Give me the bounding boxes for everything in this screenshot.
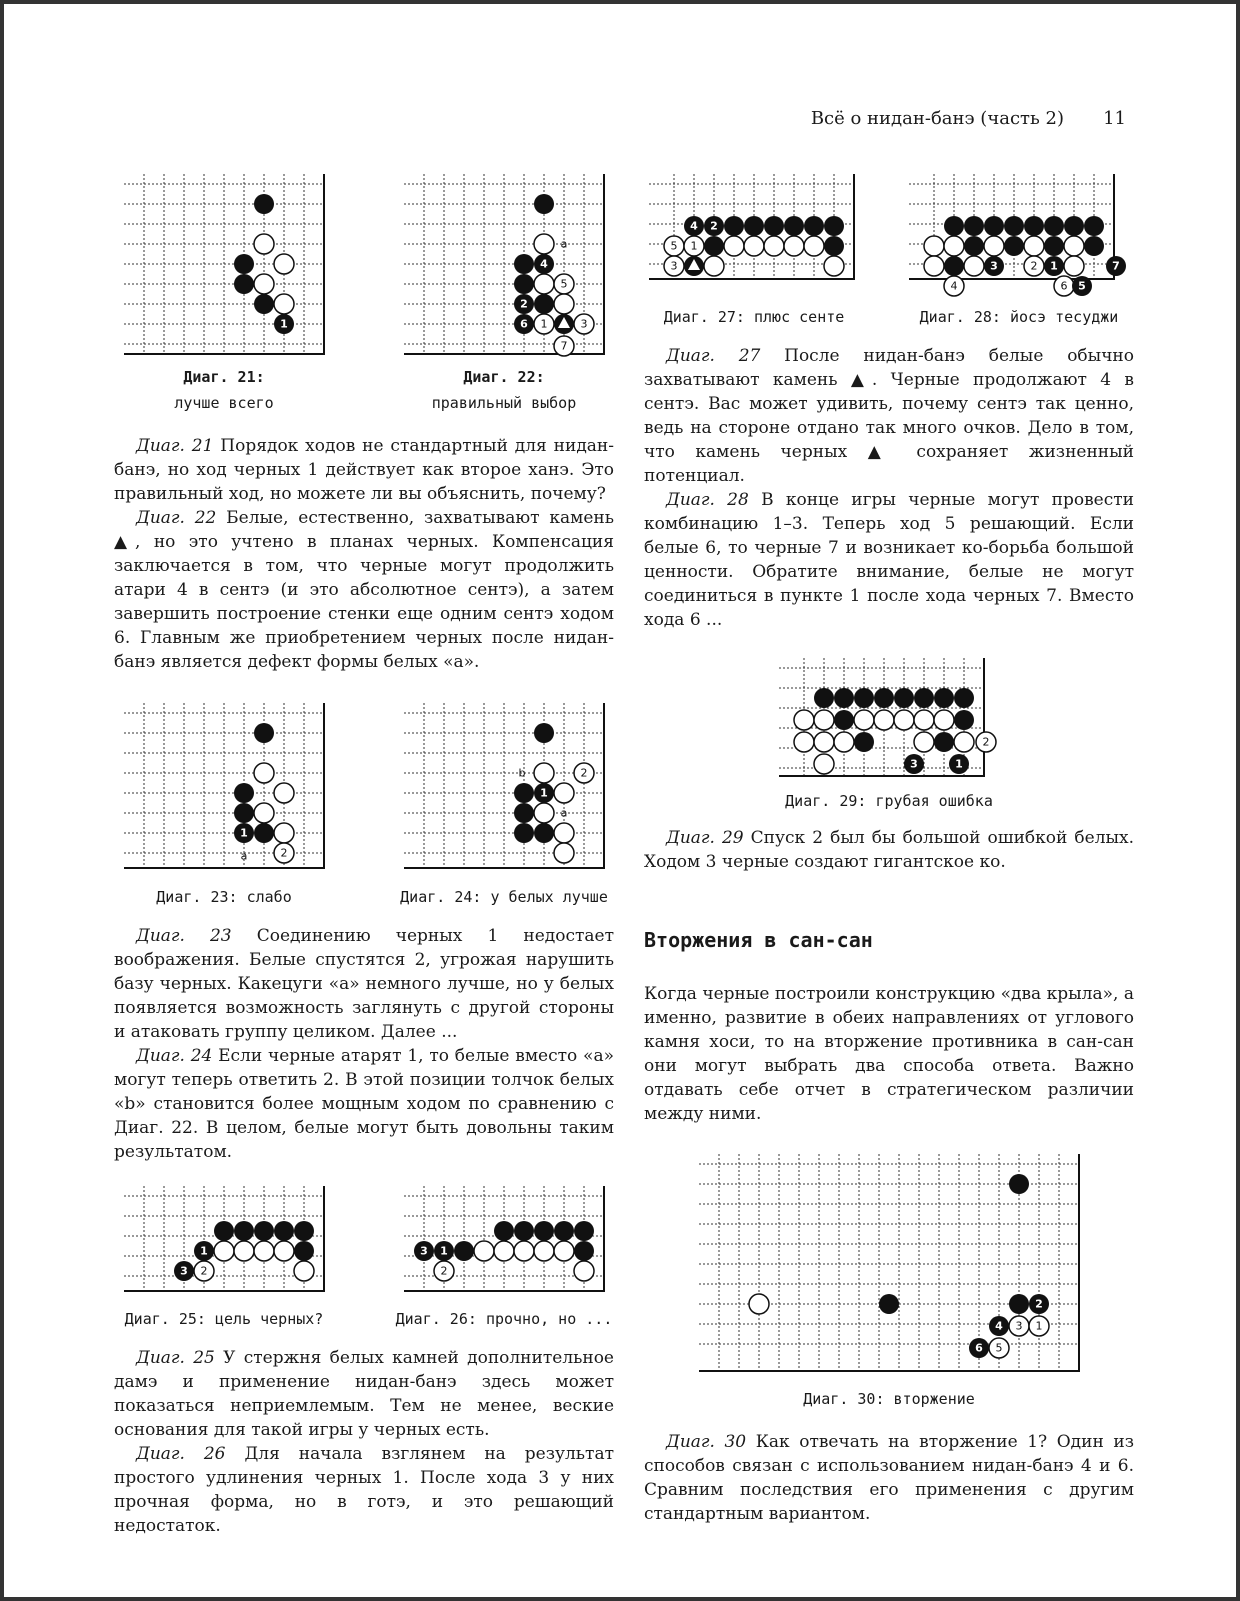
svg-text:1: 1 [540, 786, 548, 800]
diagram-30 [644, 1146, 1134, 1412]
svg-text:1: 1 [200, 1244, 208, 1258]
svg-text:6: 6 [975, 1341, 983, 1355]
page-header [4, 108, 1236, 136]
svg-text:3: 3 [990, 259, 998, 273]
svg-text:1: 1 [690, 239, 698, 253]
svg-text:6: 6 [520, 317, 528, 331]
text-block-27-28 [644, 344, 1134, 632]
svg-text:3: 3 [180, 1264, 188, 1278]
svg-text:1: 1 [955, 757, 963, 771]
paragraph-22: Диаг. 22 Белые, естественно, захватывают камень ▲, но это учтено в планах черных. Компенсация заключается в том, что черные могут продолжить атари 4 в сентэ (и это абсолютное сентэ), а затем завершить построение стенки еще одним сентэ ходом 6. Главным же приобретением черных после нидан-банэ является дефект формы белых «a». [114, 508, 614, 672]
svg-text:2: 2 [280, 846, 288, 860]
svg-text:3: 3 [910, 757, 918, 771]
caption-22-text: правильный выбор [431, 394, 577, 412]
text-block-23-24 [114, 924, 614, 1164]
svg-text:1: 1 [1050, 259, 1058, 273]
svg-text:6: 6 [1060, 279, 1068, 293]
svg-text:4: 4 [995, 1319, 1003, 1333]
caption-28: Диаг. 28: йосэ тесуджи [919, 308, 1119, 326]
caption-26: Диаг. 26: прочно, но ... [395, 1310, 613, 1328]
go-board-27 [644, 154, 864, 304]
svg-text:3: 3 [670, 259, 678, 273]
svg-text:2: 2 [520, 297, 528, 311]
paragraph-30: Диаг. 30 Как отвечать на вторжение 1? Один из способов связан с использованием нидан-банэ 4 и 6. Сравним последствия его применения с другим стандартным вариантом. [644, 1432, 1134, 1524]
paragraph-23: Диаг. 23 Соединению черных 1 недостает воображения. Белые спустятся 2, угрожая нарушить базу черных. Какецуги «a» немного лучше, но у белых появляется возможность заглянуть с другой стороны и атаковать группу целиком. Далее ... [114, 926, 614, 1042]
caption-22-label: Диаг. 22: [463, 368, 545, 386]
go-board-22 [394, 154, 614, 364]
go-board-25 [114, 1176, 334, 1306]
svg-text:5: 5 [995, 1341, 1003, 1355]
svg-text:4: 4 [540, 257, 548, 271]
svg-text:2: 2 [710, 219, 718, 233]
svg-text:3: 3 [580, 317, 588, 331]
paragraph-29: Диаг. 29 Спуск 2 был бы большой ошибкой белых. Ходом 3 черные создают гигантское ко. [644, 828, 1135, 872]
diagram-row-27-28 [644, 154, 1134, 330]
text-block-30 [644, 1430, 1134, 1526]
paragraph-27: Диаг. 27 После нидан-банэ белые обычно захватывают камень ▲. Черные продолжают 4 в сентэ. Вас может удивить, почему сентэ так ценно, ведь на стороне отдано так много очков. Дело в том, что камень черных ▲ сохраняет жизненный потенциал. [644, 346, 1134, 486]
text-block-21-22 [114, 434, 614, 674]
caption-24: Диаг. 24: у белых лучше [400, 888, 608, 906]
paragraph-21: Диаг. 21 Порядок ходов не стандартный для нидан-банэ, но ход черных 1 действует как второе ханэ. Это правильный ход, но можете ли вы объяснить, почему? [114, 436, 614, 504]
paragraph-28: Диаг. 28 В конце игры черные могут провести комбинацию 1–3. Теперь ход 5 решающий. Если белые 6, то черные 7 и возникает ко-борьба большой ценности. Обратите внимание, белые не могут соединиться в пункте 1 после хода черных 7. Вместо хода 6 ... [644, 490, 1134, 630]
go-board-24 [394, 688, 614, 884]
go-board-23 [114, 688, 334, 884]
svg-text:2: 2 [580, 766, 588, 780]
svg-text:5: 5 [560, 277, 568, 291]
svg-text:2: 2 [1035, 1297, 1043, 1311]
diagram-21 [114, 154, 334, 416]
diagram-25 [114, 1176, 334, 1332]
svg-text:1: 1 [540, 317, 548, 331]
svg-text:5: 5 [670, 239, 678, 253]
svg-text:7: 7 [1112, 259, 1120, 273]
caption-21-text: лучше всего [174, 394, 274, 412]
go-board-30 [689, 1146, 1089, 1386]
paragraph-26: Диаг. 26 Для начала взглянем на результат простого удлинения черных 1. После хода 3 у них прочная форма, но в готэ, и это решающий недостаток. [114, 1444, 614, 1536]
svg-text:a: a [240, 849, 248, 863]
svg-text:2: 2 [440, 1264, 448, 1278]
right-column [644, 154, 1134, 1526]
diagram-23 [114, 688, 334, 910]
section-heading: Вторжения в сан-сан [644, 928, 873, 952]
diagram-row-21-22 [114, 154, 614, 416]
caption-25: Диаг. 25: цель черных? [124, 1310, 324, 1328]
diagram-24 [394, 688, 614, 910]
svg-text:3: 3 [420, 1244, 428, 1258]
diagram-29 [644, 648, 1134, 814]
svg-text:2: 2 [982, 735, 990, 749]
svg-text:2: 2 [200, 1264, 208, 1278]
svg-text:1: 1 [1035, 1319, 1043, 1333]
caption-29: Диаг. 29: грубая ошибка [785, 792, 993, 810]
diagram-26 [394, 1176, 614, 1332]
diagram-27 [644, 154, 864, 330]
caption-23: Диаг. 23: слабо [156, 888, 292, 906]
text-block-25-26 [114, 1346, 614, 1538]
caption-27: Диаг. 27: плюс сенте [663, 308, 845, 326]
caption-21-label: Диаг. 21: [183, 368, 265, 386]
svg-text:5: 5 [1078, 279, 1086, 293]
svg-text:2: 2 [1030, 259, 1038, 273]
diagram-28 [904, 154, 1134, 330]
go-board-26 [394, 1176, 614, 1306]
svg-text:a: a [560, 806, 568, 820]
left-column [114, 154, 614, 1538]
page-number: 11 [1103, 108, 1126, 129]
paragraph-24: Диаг. 24 Если черные атарят 1, то белые вместо «a» могут теперь ответить 2. В этой позиции толчок белых «b» становится более мощным ходом по сравнению с Диаг. 22. В целом, белые могут быть довольны таким результатом. [114, 1046, 614, 1162]
svg-text:3: 3 [1015, 1319, 1023, 1333]
paragraph-25: Диаг. 25 У стержня белых камней дополнительное дамэ и применение нидан-банэ здесь может показаться неприемлемым. Тем не менее, веские основания для такой игры у черных есть. [114, 1348, 614, 1440]
diagram-22 [394, 154, 614, 416]
svg-text:4: 4 [690, 219, 698, 233]
svg-text:a: a [560, 237, 568, 251]
svg-text:1: 1 [240, 826, 248, 840]
svg-text:7: 7 [560, 339, 568, 353]
running-title: Всё о нидан-банэ (часть 2) [810, 108, 1064, 129]
svg-text:4: 4 [950, 279, 958, 293]
svg-text:1: 1 [280, 317, 288, 331]
caption-30: Диаг. 30: вторжение [803, 1390, 975, 1408]
intro-text [644, 982, 1134, 1126]
text-block-29 [644, 826, 1134, 874]
go-board-28 [904, 154, 1134, 304]
paragraph-intro: Когда черные построили конструкцию «два крыла», а именно, развитие в обеих направлениях от углового камня хоси, то на вторжение противника в сан-сан они могут выбрать два способа ответа. Важно отдавать себе отчет в стратегическом различии между ними. [644, 984, 1134, 1124]
svg-text:1: 1 [440, 1244, 448, 1258]
diagram-row-23-24 [114, 688, 614, 910]
go-board-29 [774, 648, 1004, 788]
svg-text:b: b [518, 766, 526, 780]
go-board-21 [114, 154, 334, 364]
diagram-row-25-26 [114, 1176, 614, 1332]
